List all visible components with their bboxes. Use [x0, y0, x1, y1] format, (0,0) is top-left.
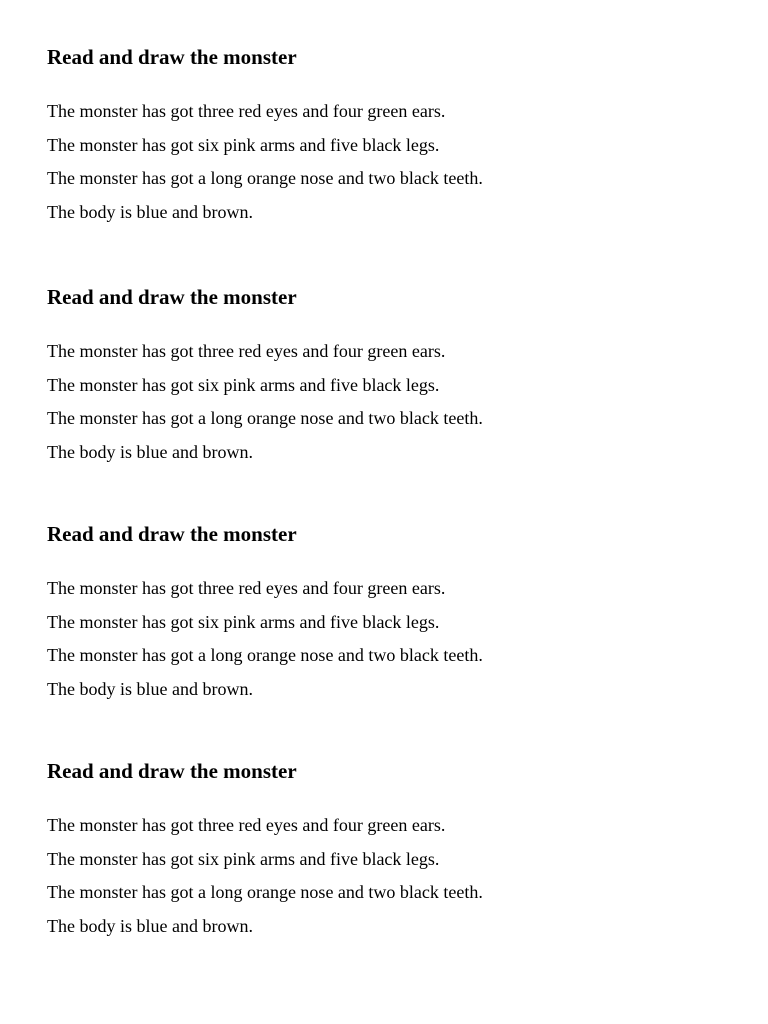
instruction-line: The monster has got a long orange nose and two black teeth.	[47, 168, 483, 188]
instruction-line: The monster has got six pink arms and five black legs.	[47, 612, 440, 632]
instruction-line: The body is blue and brown.	[47, 916, 253, 936]
section-heading: Read and draw the monster	[47, 759, 297, 783]
section-heading: Read and draw the monster	[47, 285, 297, 309]
section-heading: Read and draw the monster	[47, 45, 297, 69]
instruction-line: The body is blue and brown.	[47, 442, 253, 462]
instruction-line: The monster has got six pink arms and five black legs.	[47, 375, 440, 395]
instruction-line: The body is blue and brown.	[47, 202, 253, 222]
instruction-line: The monster has got three red eyes and four green ears.	[47, 815, 446, 835]
instruction-line: The monster has got three red eyes and four green ears.	[47, 341, 446, 361]
instruction-line: The monster has got three red eyes and four green ears.	[47, 101, 446, 121]
instruction-line: The monster has got three red eyes and four green ears.	[47, 578, 446, 598]
instruction-line: The monster has got a long orange nose and two black teeth.	[47, 882, 483, 902]
instruction-line: The monster has got a long orange nose and two black teeth.	[47, 408, 483, 428]
instruction-line: The monster has got a long orange nose and two black teeth.	[47, 645, 483, 665]
instruction-line: The monster has got six pink arms and five black legs.	[47, 135, 440, 155]
instruction-line: The body is blue and brown.	[47, 679, 253, 699]
section-heading: Read and draw the monster	[47, 522, 297, 546]
instruction-line: The monster has got six pink arms and five black legs.	[47, 849, 440, 869]
